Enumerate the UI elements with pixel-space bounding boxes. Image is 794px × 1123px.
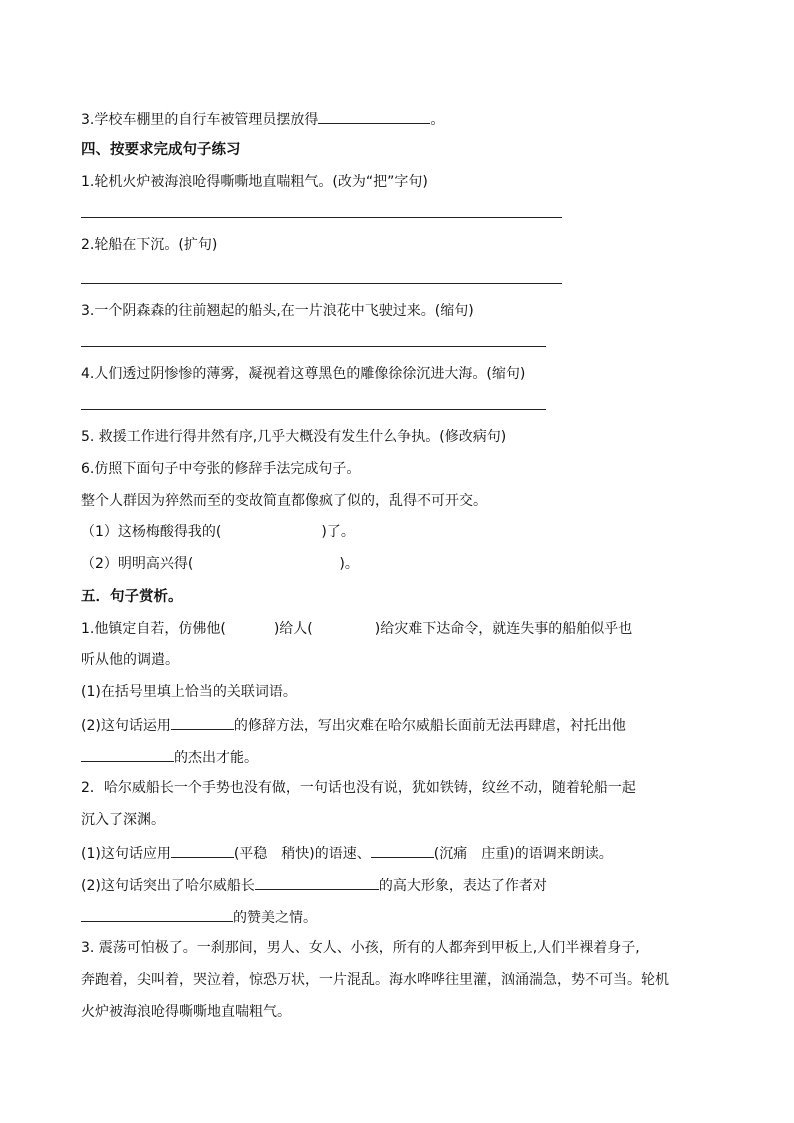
sec5-q3-line1: 3. 震荡可怕极了。一刹那间，男人、女人、小孩，所有的人都奔到甲板上,人们半裸着身子, bbox=[81, 940, 640, 956]
sec5-q1-line1: 1.他镇定自若，仿佛他( )给人( )给灾难下达命令，就连失事的船舶似乎也 bbox=[81, 621, 633, 637]
sec5-q1-sub1: (1)在括号里填上恰当的关联词语。 bbox=[81, 684, 297, 700]
answer-line-1[interactable] bbox=[81, 217, 562, 218]
answer-blank[interactable] bbox=[171, 714, 234, 730]
sec5-q2-sub2-line2: 的赞美之情。 bbox=[81, 906, 317, 928]
question-3-bicycles: 3.学校车棚里的自行车被管理员摆放得 。 bbox=[81, 108, 444, 130]
section-5-title: 五．句子赏析。 bbox=[81, 589, 183, 605]
answer-line-2[interactable] bbox=[81, 283, 562, 284]
sec4-question-6: 6.仿照下面句子中夸张的修辞手法完成句子。 bbox=[81, 461, 361, 477]
answer-line-3[interactable] bbox=[81, 346, 546, 347]
answer-blank[interactable] bbox=[81, 906, 233, 922]
sec5-q2-sub1: (1)这句话应用 (平稳 稍快)的语速、 (沉痛 庄重)的语调来朗读。 bbox=[81, 842, 613, 864]
answer-line-4[interactable] bbox=[81, 409, 546, 410]
sec5-q3-line2: 奔跑着，尖叫着，哭泣着，惊恐万状，一片混乱。海水哗哗往里灌，汹涌湍急，势不可当。轮机 bbox=[81, 972, 669, 988]
sec5-q1-sub2: (2)这句话运用 的修辞方法，写出灾难在哈尔威船长面前无法再肆虐，衬托出他 bbox=[81, 714, 626, 736]
sec4-question-5: 5. 救援工作进行得井然有序,几乎大概没有发生什么争执。(修改病句) bbox=[81, 429, 507, 445]
sec4-example-sentence: 整个人群因为猝然而至的变故简直都像疯了似的，乱得不可开交。 bbox=[81, 493, 487, 509]
sec4-question-3: 3.一个阴森森的往前翘起的船头,在一片浪花中飞驶过来。(缩句) bbox=[81, 303, 474, 319]
sec5-q1-line2: 听从他的调遣。 bbox=[81, 652, 179, 668]
section-4-title: 四、按要求完成句子练习 bbox=[81, 142, 241, 158]
answer-blank[interactable] bbox=[171, 842, 234, 858]
sec5-q1-sub2-line2: 的杰出才能。 bbox=[81, 746, 258, 768]
sec4-question-1: 1.轮机火炉被海浪呛得嘶嘶地直喘粗气。(改为“把”字句) bbox=[81, 174, 428, 190]
answer-blank[interactable] bbox=[318, 108, 430, 124]
answer-blank[interactable] bbox=[81, 746, 174, 762]
sec4-question-2: 2.轮船在下沉。(扩句) bbox=[81, 237, 218, 253]
sec5-q2-line1: 2．哈尔威船长一个手势也没有做，一句话也没有说，犹如铁铸，纹丝不动，随着轮船一起 bbox=[81, 780, 636, 796]
sec5-q2-line2: 沉入了深渊。 bbox=[81, 812, 165, 828]
sec5-q2-sub2: (2)这句话突出了哈尔威船长 的高大形象，表达了作者对 bbox=[81, 874, 547, 896]
sec4-question-4: 4.人们透过阴惨惨的薄雾，凝视着这尊黑色的雕像徐徐沉进大海。(缩句) bbox=[81, 366, 526, 382]
answer-blank[interactable] bbox=[255, 874, 379, 890]
sec4-q6-sub1: （1）这杨梅酸得我的( )了。 bbox=[81, 524, 355, 540]
sec5-q3-line3: 火炉被海浪呛得嘶嘶地直喘粗气。 bbox=[81, 1004, 291, 1020]
sec4-q6-sub2: （2）明明高兴得( )。 bbox=[81, 556, 359, 572]
answer-blank[interactable] bbox=[371, 842, 434, 858]
